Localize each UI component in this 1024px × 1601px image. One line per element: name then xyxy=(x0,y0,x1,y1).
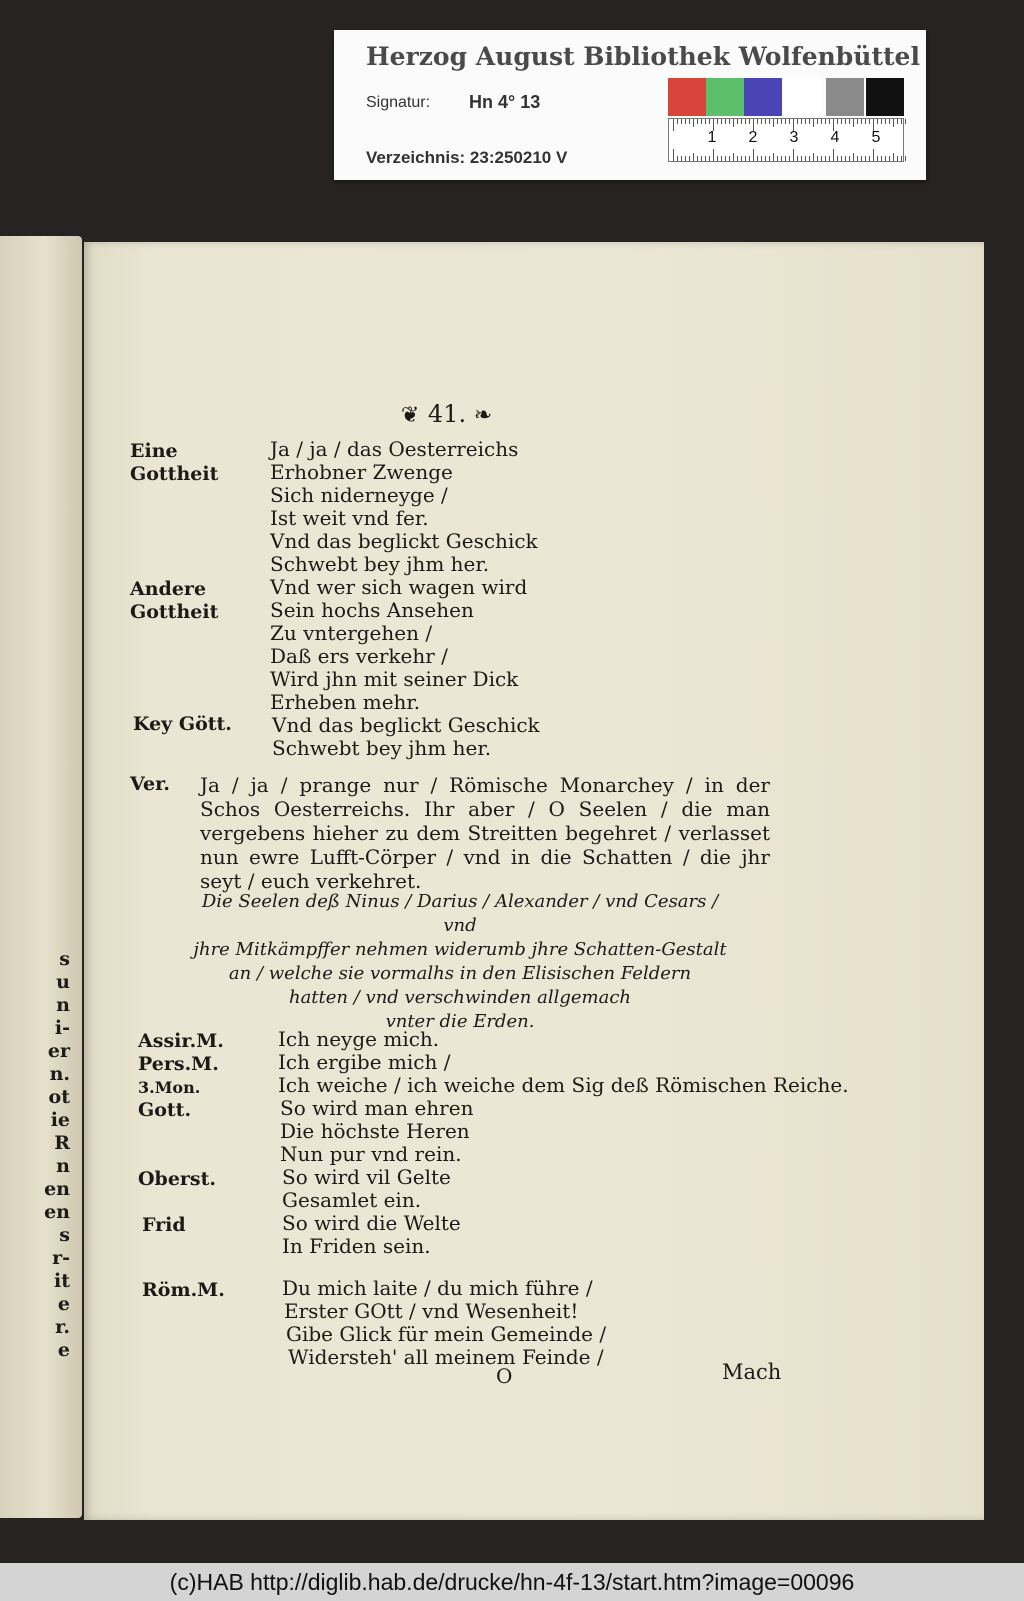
ruler-tick xyxy=(757,156,758,161)
left-page-edge xyxy=(0,236,82,1518)
speaker-label: 3.Mon. xyxy=(138,1078,201,1097)
ruler-tick xyxy=(689,119,690,124)
ruler-tick xyxy=(721,156,722,161)
left-page-text-fragment: n xyxy=(56,1155,70,1177)
page-number-text: 41. xyxy=(427,400,467,428)
ruler-tick xyxy=(821,119,822,124)
ruler-tick xyxy=(717,119,718,124)
left-page-text-fragment: n xyxy=(56,994,70,1016)
ruler-tick xyxy=(897,119,898,124)
ruler-tick xyxy=(873,149,874,161)
stage-line: vnter die Erden. xyxy=(385,1011,535,1032)
ruler-tick xyxy=(905,119,906,124)
ruler-tick xyxy=(889,119,890,124)
ruler-tick xyxy=(769,156,770,161)
left-page-text-fragment: e xyxy=(57,1293,70,1315)
speaker-label: Gottheit xyxy=(130,463,219,485)
ruler-number: 5 xyxy=(871,129,881,146)
ruler-tick xyxy=(829,119,830,124)
ruler-tick xyxy=(753,149,754,161)
speaker-label: Frid xyxy=(142,1214,186,1236)
color-swatch xyxy=(744,78,782,116)
ruler-tick xyxy=(785,119,786,124)
speaker-label: Oberst. xyxy=(138,1168,217,1190)
speaker-label: Assir.M. xyxy=(138,1030,224,1052)
verse-line: Wird jhn mit seiner Dick xyxy=(270,667,519,691)
ruler-tick xyxy=(737,119,738,124)
ruler-tick xyxy=(841,119,842,124)
ruler-tick xyxy=(809,156,810,161)
ruler-tick xyxy=(741,119,742,124)
ruler-tick xyxy=(717,156,718,161)
verse-line: Nun pur vnd rein. xyxy=(280,1142,462,1166)
left-page-text-fragment: u xyxy=(56,971,70,993)
ruler-tick xyxy=(797,119,798,124)
ruler-tick xyxy=(729,156,730,161)
verse-line: In Friden sein. xyxy=(282,1234,431,1258)
ruler-tick xyxy=(733,119,734,127)
ruler-tick xyxy=(885,119,886,124)
ruler-tick xyxy=(697,156,698,161)
left-page-text-fragment: it xyxy=(54,1270,70,1292)
ruler-tick xyxy=(685,156,686,161)
verse-line: Ja / ja / das Oesterreichs xyxy=(270,437,519,461)
verse-line: Vnd das beglickt Geschick xyxy=(272,713,540,737)
speaker-label: Ver. xyxy=(130,773,170,795)
ruler-tick xyxy=(701,119,702,124)
verse-line: Zu vntergehen / xyxy=(270,621,433,645)
prose-paragraph xyxy=(130,773,780,893)
ruler-tick xyxy=(893,119,894,127)
verse-line: Ich ergibe mich / xyxy=(278,1050,451,1074)
ruler-tick xyxy=(733,153,734,161)
ruler-tick xyxy=(841,156,842,161)
ruler-tick xyxy=(741,156,742,161)
verse-line: So wird man ehren xyxy=(280,1096,474,1120)
ruler-tick xyxy=(833,149,834,161)
ruler-tick xyxy=(757,119,758,124)
ruler-tick xyxy=(793,149,794,161)
ruler-tick xyxy=(877,119,878,124)
ruler-tick xyxy=(901,119,902,124)
verse-line: Daß ers verkehr / xyxy=(270,644,448,668)
ruler-tick xyxy=(857,119,858,124)
ruler-tick xyxy=(865,119,866,124)
ruler-tick xyxy=(749,119,750,124)
verse-line: Vnd das beglickt Geschick xyxy=(270,529,538,553)
copyright-footer: (c)HAB http://diglib.hab.de/drucke/hn-4f-13/start.htm?image=00096 xyxy=(0,1563,1024,1601)
left-page-text-fragment: ie xyxy=(50,1109,70,1131)
ruler-tick xyxy=(801,156,802,161)
ruler-tick xyxy=(853,153,854,161)
left-page-text-fragment: en xyxy=(44,1178,70,1200)
signatur-label: Signatur: xyxy=(366,94,431,111)
ruler-tick xyxy=(857,156,858,161)
ornament-left-icon: ❦ xyxy=(400,403,421,428)
verse-line: Schwebt bey jhm her. xyxy=(272,736,492,760)
ruler-tick xyxy=(677,119,678,124)
ruler-tick xyxy=(845,119,846,124)
ruler-tick xyxy=(805,119,806,124)
ruler-tick xyxy=(781,119,782,124)
speaker-label: Andere xyxy=(130,578,207,600)
ruler-tick xyxy=(701,156,702,161)
stage-line: hatten / vnd verschwinden allgemach xyxy=(288,987,632,1008)
page-number xyxy=(377,400,517,428)
verse-line: Sich niderneyge / xyxy=(270,483,448,507)
ruler-tick xyxy=(721,119,722,124)
color-swatch xyxy=(866,78,904,116)
left-page-text-fragment: en xyxy=(44,1201,70,1223)
ruler-tick xyxy=(773,153,774,161)
speaker-label: Gottheit xyxy=(130,601,219,623)
ruler-tick xyxy=(825,156,826,161)
ruler-tick xyxy=(781,156,782,161)
ruler-tick xyxy=(825,119,826,124)
left-page-text-fragment: e xyxy=(57,1339,70,1361)
ruler-tick xyxy=(849,156,850,161)
ruler-tick xyxy=(673,119,674,131)
ruler-tick xyxy=(713,149,714,161)
ruler-tick xyxy=(849,119,850,124)
library-label-card xyxy=(334,30,926,180)
ruler-tick xyxy=(761,156,762,161)
ruler-tick xyxy=(765,119,766,124)
ruler-tick xyxy=(901,156,902,161)
ruler-tick xyxy=(789,119,790,124)
ruler-tick xyxy=(869,119,870,124)
catchword: Mach xyxy=(722,1360,782,1384)
stage-line: Die Seelen deß Ninus / Darius / Alexander / vnd Cesars / vnd xyxy=(201,891,719,936)
left-page-text-fragment: ot xyxy=(48,1086,70,1108)
ruler-tick xyxy=(809,119,810,124)
ruler-tick xyxy=(693,153,694,161)
verse-line: Widersteh' all meinem Feinde / xyxy=(288,1345,604,1369)
left-page-text-fragment: i- xyxy=(54,1017,70,1039)
ruler-tick xyxy=(725,156,726,161)
verse-line: Die höchste Heren xyxy=(280,1119,470,1143)
verse-line: Gesamlet ein. xyxy=(282,1188,422,1212)
ruler-tick xyxy=(829,156,830,161)
ruler-tick xyxy=(861,156,862,161)
signatur-value: Hn 4° 13 xyxy=(469,92,541,112)
left-page-text-fragment: n. xyxy=(49,1063,70,1085)
ruler-tick xyxy=(677,156,678,161)
verse-line: Ich neyge mich. xyxy=(278,1027,440,1051)
ruler-tick xyxy=(837,119,838,124)
ruler-tick xyxy=(801,119,802,124)
ruler-tick xyxy=(673,149,674,161)
ruler-number: 3 xyxy=(789,129,799,146)
left-page-text-fragment: r- xyxy=(52,1247,70,1269)
ruler-tick xyxy=(877,156,878,161)
verse-line: So wird die Welte xyxy=(282,1211,461,1235)
speaker-label: Röm.M. xyxy=(142,1279,225,1301)
left-page-text-fragment: s xyxy=(59,1224,70,1246)
left-page-text-fragment: r. xyxy=(55,1316,70,1338)
ruler-tick xyxy=(709,119,710,124)
ornament-right-icon: ❧ xyxy=(473,403,494,428)
signature-mark: O xyxy=(496,1364,513,1388)
ruler-tick xyxy=(745,119,746,124)
ruler-tick xyxy=(881,119,882,124)
verse-line: So wird vil Gelte xyxy=(282,1165,451,1189)
ruler-tick xyxy=(817,156,818,161)
verse-line: Vnd wer sich wagen wird xyxy=(270,575,528,599)
ruler-tick xyxy=(905,156,906,161)
ruler-tick xyxy=(681,119,682,124)
verse-line: Sein hochs Ansehen xyxy=(270,598,474,622)
ruler-tick xyxy=(705,156,706,161)
color-swatch xyxy=(826,78,864,116)
ruler-tick xyxy=(837,156,838,161)
ruler-tick xyxy=(729,119,730,124)
ruler-tick xyxy=(789,156,790,161)
ruler-tick xyxy=(785,156,786,161)
ruler-tick xyxy=(745,156,746,161)
ruler-tick xyxy=(725,119,726,124)
prose-text: Ja / ja / prange nur / Römische Monarchey / in der Schos Oesterreichs. Ihr aber / O Seelen / die man vergebens hieher zu dem Streitten begehret / verlasset nun ewre Lufft-Cörper / vnd in die Schatten / die jhr seyt / euch verkehret. xyxy=(200,773,770,893)
ruler-tick xyxy=(705,119,706,124)
speaker-label: Eine xyxy=(130,440,178,462)
verse-line: Erster GOtt / vnd Wesenheit! xyxy=(284,1299,579,1323)
ruler-number: 2 xyxy=(748,129,758,146)
stage-direction xyxy=(190,890,730,1034)
ruler-tick xyxy=(797,156,798,161)
speaker-label: Pers.M. xyxy=(138,1053,219,1075)
verse-line: Ist weit vnd fer. xyxy=(270,506,429,530)
ruler-tick xyxy=(845,156,846,161)
verse-line: Ich weiche / ich weiche dem Sig deß Römischen Reiche. xyxy=(278,1073,849,1097)
ruler-tick xyxy=(881,156,882,161)
ruler-number: 4 xyxy=(830,129,840,146)
verse-line: Erhobner Zwenge xyxy=(270,460,453,484)
ruler-tick xyxy=(777,119,778,124)
ruler-tick xyxy=(769,119,770,124)
verse-line: Schwebt bey jhm her. xyxy=(270,552,490,576)
speaker-label: Gott. xyxy=(138,1099,192,1121)
ruler-tick xyxy=(893,153,894,161)
speaker-label: Key Gött. xyxy=(133,713,232,735)
ruler-tick xyxy=(861,119,862,124)
ruler-tick xyxy=(817,119,818,124)
ruler-tick xyxy=(709,156,710,161)
ruler-tick xyxy=(765,156,766,161)
ruler-tick xyxy=(737,156,738,161)
ruler-tick xyxy=(761,119,762,124)
ruler-tick xyxy=(897,156,898,161)
ruler-number: 1 xyxy=(707,129,717,146)
color-swatch xyxy=(784,78,822,116)
ruler-tick xyxy=(869,156,870,161)
verzeichnis-text: Verzeichnis: 23:250210 V xyxy=(366,148,568,167)
ruler-tick xyxy=(777,156,778,161)
color-swatch xyxy=(668,78,706,116)
library-name: Herzog August Bibliothek Wolfenbüttel xyxy=(366,42,920,71)
verse-line: Du mich laite / du mich führe / xyxy=(282,1276,593,1300)
left-page-text-fragment: R xyxy=(54,1132,70,1154)
ruler-tick xyxy=(853,119,854,127)
ruler-tick xyxy=(693,119,694,127)
ruler-tick xyxy=(689,156,690,161)
left-page-text-fragment: s xyxy=(59,948,70,970)
ruler-tick xyxy=(697,119,698,124)
ruler-tick xyxy=(813,153,814,161)
verse-line: Erheben mehr. xyxy=(270,690,421,714)
ruler-tick xyxy=(885,156,886,161)
left-page-text-fragment: er xyxy=(47,1040,70,1062)
color-swatch xyxy=(706,78,744,116)
ruler-tick xyxy=(889,156,890,161)
stage-line: jhre Mitkämpffer nehmen widerumb jhre Schatten-Gestalt xyxy=(193,939,727,960)
ruler-tick xyxy=(685,119,686,124)
ruler-tick xyxy=(773,119,774,127)
scale-ruler xyxy=(668,118,904,162)
ruler-tick xyxy=(865,156,866,161)
ruler-tick xyxy=(681,156,682,161)
stage-line: an / welche sie vormalhs in den Elisischen Feldern xyxy=(228,963,692,984)
ruler-tick xyxy=(805,156,806,161)
ruler-tick xyxy=(821,156,822,161)
verse-line: Gibe Glick für mein Gemeinde / xyxy=(286,1322,607,1346)
ruler-tick xyxy=(813,119,814,127)
ruler-tick xyxy=(749,156,750,161)
